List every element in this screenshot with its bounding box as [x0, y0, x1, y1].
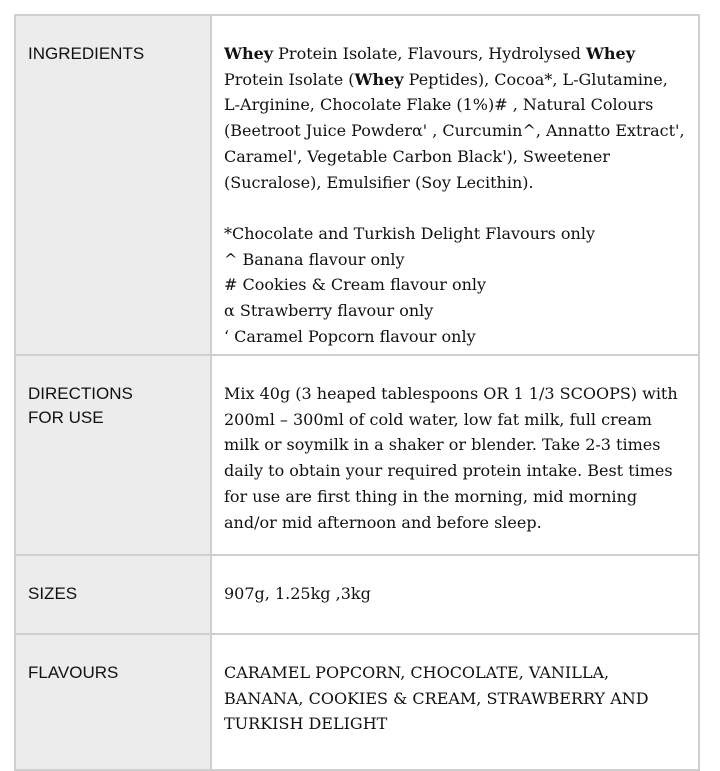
- directions-label-line2: FOR USE: [28, 408, 104, 427]
- flavours-content-cell: [211, 634, 699, 770]
- product-info-panel: [14, 14, 700, 771]
- product-info-table: [14, 14, 700, 771]
- sizes-label-cell: [15, 555, 211, 634]
- flavours-text: CARAMEL POPCORN, CHOCOLATE, VANILLA, BANANA, COOKIES & CREAM, STRAWBERRY AND TURKISH DELIGHT: [224, 663, 649, 734]
- note-banana: ^ Banana flavour only: [224, 249, 405, 269]
- ingredient-segment: Protein Isolate, Flavours, Hydrolysed: [273, 44, 586, 63]
- sizes-label: SIZES: [28, 584, 78, 603]
- ingredients-label: INGREDIENTS: [28, 44, 145, 63]
- ingredient-highlight: Whey: [585, 44, 636, 63]
- ingredients-row: [15, 15, 699, 355]
- note-cookies-cream: # Cookies & Cream flavour only: [224, 275, 487, 295]
- directions-label-cell: [15, 355, 211, 555]
- directions-text: Mix 40g (3 heaped tablespoons OR 1 1/3 SCOOPS) with 200ml – 300ml of cold water, low fat milk, full cream milk or soymilk in a shaker or blender. Take 2-3 times daily to obtain your required protein intake. Best times for use are first thing in the morning, mid morning and/or mid afternoon and before sleep.: [224, 384, 678, 532]
- ingredients-label-cell: [15, 15, 211, 355]
- directions-content-cell: [211, 355, 699, 555]
- flavours-row: [15, 634, 699, 770]
- directions-row: [15, 355, 699, 555]
- ingredients-content-cell: [211, 15, 699, 355]
- sizes-text: 907g, 1.25kg ,3kg: [224, 584, 371, 603]
- flavours-label: FLAVOURS: [28, 663, 119, 682]
- note-chocolate-turkish: *Chocolate and Turkish Delight Flavours only: [224, 223, 595, 243]
- ingredients-text: [224, 41, 686, 195]
- note-strawberry: α Strawberry flavour only: [224, 301, 434, 321]
- flavours-label-cell: [15, 634, 211, 770]
- sizes-content-cell: [211, 555, 699, 634]
- ingredient-segment: Protein Isolate (: [224, 69, 355, 89]
- directions-label-line1: DIRECTIONS: [28, 384, 133, 403]
- ingredients-notes: [224, 221, 686, 350]
- note-caramel-popcorn: ‘ Caramel Popcorn flavour only: [224, 326, 476, 346]
- ingredient-highlight: Whey: [354, 69, 404, 89]
- ingredient-segment: Peptides), Cocoa*, L-Glutamine, L-Arginine, Chocolate Flake (1%)# , Natural Colours (Beetroot Juice Powderα' , Curcumin^, Annatto Extract', Caramel', Vegetable Carbon Black'), Sweetener (Sucralose), Emulsifier (Soy Lecithin).: [224, 69, 685, 192]
- sizes-row: [15, 555, 699, 634]
- ingredient-highlight: Whey: [224, 44, 274, 63]
